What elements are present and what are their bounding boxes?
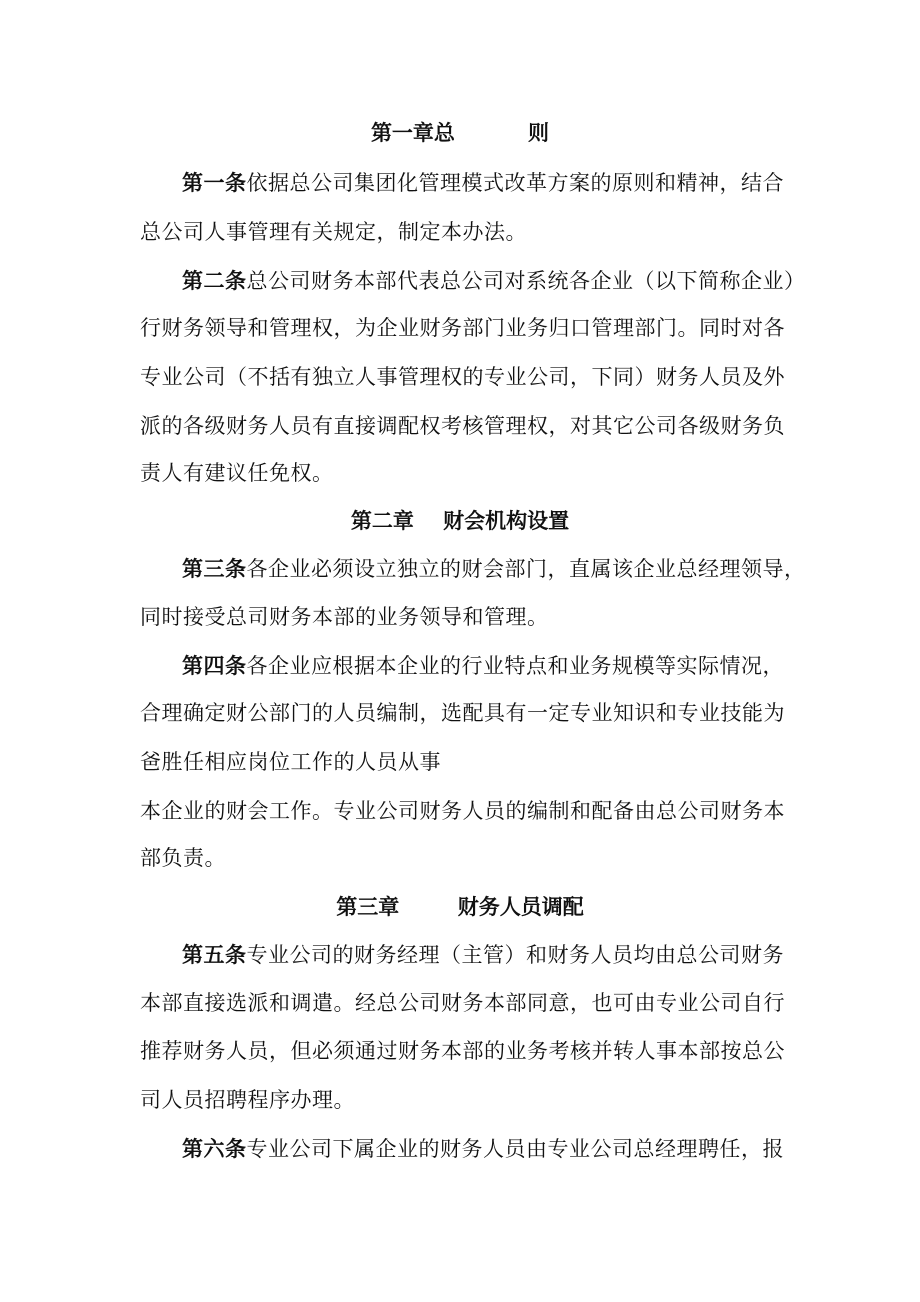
chapter-2-heading: 第二章 财会机构设置 <box>350 509 570 533</box>
article-4-line: 爸胜任相应岗位工作的人员从事 <box>140 750 441 774</box>
article-2-first-line <box>182 266 806 296</box>
article-5-line: 推荐财务人员，但必须通过财务本部的业务考核并转人事本部按总公 <box>140 1039 785 1063</box>
article-4-first-line <box>182 651 790 681</box>
article-2-line: 派的各级财务人员有直接调配权考核管理权，对其它公司各级财务负 <box>140 414 785 438</box>
article-3-line: 同时接受总司财务本部的业务领导和管理。 <box>140 605 549 629</box>
article-2-line: 专业公司（不括有独立人事管理权的专业公司，下同）财务人员及外 <box>140 365 785 389</box>
article-3-first-line <box>182 554 806 584</box>
article-5-line: 司人员招聘程序办理。 <box>140 1088 355 1112</box>
article-2-line: 责人有建议任免权。 <box>140 461 334 485</box>
article-4-number: 第四条 <box>182 654 247 678</box>
article-6-first-line <box>182 1134 790 1164</box>
article-3-text: 各企业必须设立独立的财会部门，直属该企业总经理领导， <box>246 557 806 581</box>
article-2-number: 第二条 <box>182 269 247 293</box>
chapter-3-heading: 第三章 财务人员调配 <box>336 895 584 919</box>
article-4-text: 各企业应根据本企业的行业特点和业务规模等实际情况， <box>246 654 784 678</box>
article-5-text: 专业公司的财务经理（主管）和财务人员均由总公司财务 <box>246 943 784 967</box>
article-4-line: 合理确定财公部门的人员编制，选配具有一定专业知识和专业技能为 <box>140 701 785 725</box>
article-2-line: 行财务领导和管理权，为企业财务部门业务归口管理部门。同时对各 <box>140 316 785 340</box>
article-5-line: 本部直接选派和调遣。经总公司财务本部同意，也可由专业公司自行 <box>140 991 785 1015</box>
article-1-line: 总公司人事管理有关规定，制定本办法。 <box>140 220 527 244</box>
chapter-1-heading: 第一章总 则 <box>370 121 550 145</box>
article-1-text: 依据总公司集团化管理模式改革方案的原则和精神，结合 <box>246 171 784 195</box>
article-3-number: 第三条 <box>182 557 247 581</box>
article-5-first-line <box>182 940 790 970</box>
article-4-line: 部负责。 <box>140 846 226 870</box>
article-6-text: 专业公司下属企业的财务人员由专业公司总经理聘任，报 <box>246 1137 784 1161</box>
article-2-text: 总公司财务本部代表总公司对系统各企业（以下简称企业） <box>246 269 806 293</box>
article-5-number: 第五条 <box>182 943 247 967</box>
article-1-first-line <box>182 168 790 198</box>
article-6-number: 第六条 <box>182 1137 247 1161</box>
article-1-number: 第一条 <box>182 171 247 195</box>
article-4-line: 本企业的财会工作。专业公司财务人员的编制和配备由总公司财务本 <box>140 799 785 823</box>
